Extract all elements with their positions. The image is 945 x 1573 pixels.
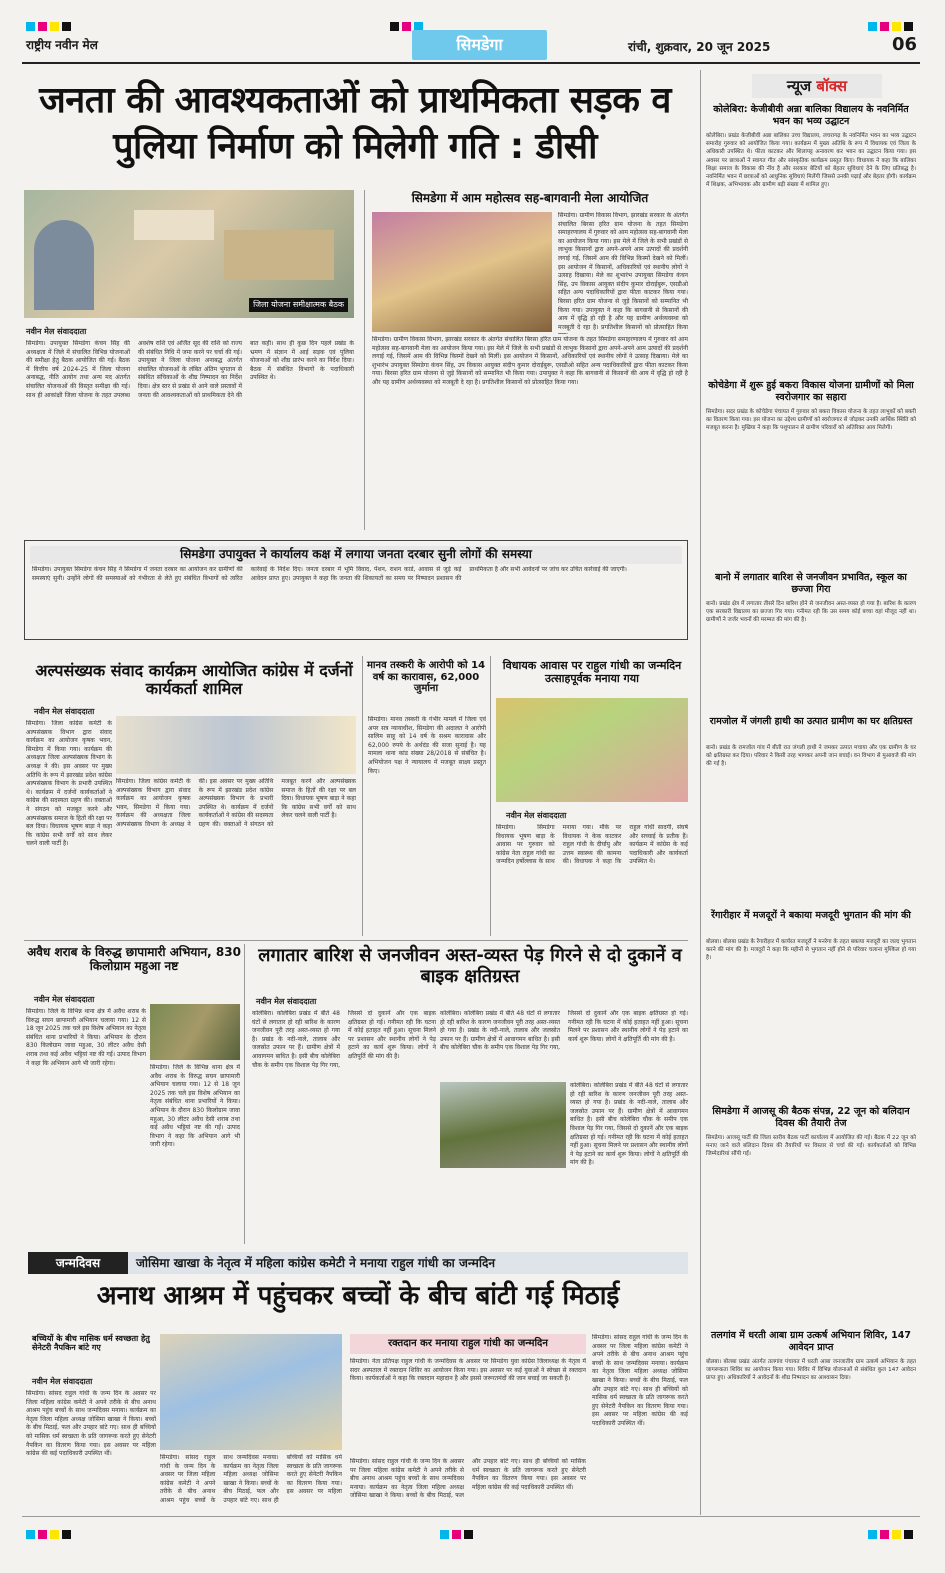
- registration-marks-top: [26, 16, 74, 35]
- side-body-6: सिमडेगा। आजसू पार्टी की जिला स्तरीय बैठक पार्टी कार्यालय में आयोजित की गई। बैठक में 22 जून को मनाए जाने वाले बलिदान दिवस की तैयारियों पर विस्तार से चर्चा की गई। कार्यकर्ताओं को विभिन्न जिम्मेदारियां सौंपी गईं।: [706, 1135, 916, 1158]
- dateline: रांची, शुक्रवार, 20 जून 2025: [628, 40, 771, 54]
- barish-body-a: कोलेबिरा। कोलेबिरा प्रखंड में बीते 48 घंटों से लगातार हो रही बारिश के कारण जनजीवन पूरी तरह अस्त-व्यस्त हो गया है। प्रखंड के नदी-नाले, तालाब और जलस्रोत उफान पर हैं। ग्रामीण क्षेत्रों में आवागमन बाधित है। इसी बीच कोलेबिरा चौक के समीप एक विशाल पेड़ गिर गया, जिससे दो दुकानें और एक बाइक क्षतिग्रस्त हो गई। गनीमत रही कि घटना में कोई हताहत नहीं हुआ। सूचना मिलने पर प्रशासन और स्थानीय लोगों ने पेड़ हटाने का कार्य शुरू किया। लोगों ने क्षतिपूर्ति की मांग की है।: [252, 1010, 436, 1069]
- sharab-byline: नवीन मेल संवाददाता: [34, 995, 95, 1004]
- anath-photo: [160, 1334, 342, 1450]
- news-box-title-b: बॉक्स: [816, 77, 848, 95]
- side-head-1: कोलेबिरा: केजीबीवी अन्ना बालिका विद्यालय के नवनिर्मित भवन का भव्य उद्घाटन: [713, 104, 909, 127]
- anath-sub: बच्चियों के बीच मासिक धर्म स्वच्छता हेतु सेनेटरी नैपकिन बांटे गए: [32, 1334, 150, 1353]
- anath-body-b: सिमडेगा। सांसद राहुल गांधी के जन्म दिन के अवसर पर जिला महिला कांग्रेस कमेटी ने अपने तरीके से बीच अनाथ आश्रम पहुंच बच्चों के साथ जन्मदिवस मनाया। कार्यक्रम का नेतृत्व जिला महिला अध्यक्ष जोसिमा खाखा ने किया। बच्चों के बीच मिठाई, फल और उपहार बांटे गए। साथ ही बच्चियों को मासिक धर्म स्वच्छता के प्रति जागरूक करते हुए सेनेटरी नैपकिन का वितरण किया गया। इस अवसर पर महिला: [160, 1454, 342, 1504]
- darbar-body: सिमडेगा। उपायुक्त सिमडेगा कंचन सिंह ने सिमडेगा में जनता दरबार का आयोजन कर ग्रामीणों की समस्याएं सुनी। उन्होंने लोगों की समस्याओं को गंभीरता से लेते हुए संबंधित विभागों को त्वरित कार्रवाई के निर्देश दिए। जनता दरबार में भूमि विवाद, पेंशन, राशन कार्ड, आवास से जुड़े कई आवेदन प्राप्त हुए। उपायुक्त ने कहा कि जनता की शिकायतों का समय पर निष्पादन प्रशासन की प्राथमिकता है और सभी आवेदनों पर जांच कर उचित कार्रवाई की जाएगी।: [32, 566, 627, 582]
- registration-marks-bottom-right: [868, 1524, 916, 1543]
- alp-photo: [116, 716, 356, 774]
- aam-body-a: सिमडेगा। ग्रामीण विकास विभाग, झारखंड सरकार के अंतर्गत संचालित बिरसा हरित ग्राम योजना के तहत सिमडेगा समाहरणालय में गुरुवार को आम महोत्सव सह-बागवानी मेला का आयोजन किया गया। इस मेले में जिले के सभी प्रखंडों से लाभुक किसानों द्वारा अपने-अपने आम उत्पादों की प्रदर्शनी लगाई गई, जिसमें आम की विभिन्न किस्मों देखने को मिलीं। इस आयोजन में किसानों, अधिकारियों एवं स्थानीय लोगों ने उत्साह दिखाया। मेले का शुभारंभ उपायुक्त सिमडेगा कंचन सिंह, उप विकास आयुक्त संदीप कुमार दोराईबुरू, एसडीओ सहित अन्य पदाधिकारियों द्वारा फीता काटकर किया गया। बिरसा हरित ग्राम योजना से जुड़े किसानों को सम्मानित भी किया गया। उपायुक्त ने कहा कि बागवानी से किसानों की आय में वृद्धि हो रही है और यह ग्रामीण अर्थव्यवस्था को मजबूती दे रहा है। प्रगतिशील किसानों को प्रोत्साहित किया: [558, 212, 688, 331]
- side-body-2: सिमडेगा। सदर प्रखंड के कोचेडेगा पंचायत में गुरुवार को बकरा विकास योजना के तहत लाभुकों को बकरी का वितरण किया गया। इस योजना का उद्देश्य ग्रामीणों को स्वरोजगार से जोड़कर उनकी आर्थिक स्थिति को मजबूत करना है। मुखिया ने कहा कि पशुपालन से ग्रामीण परिवारों को अतिरिक्त आय मिलेगी।: [706, 409, 916, 432]
- manav-title: मानव तस्करी के आरोपी को 14 वर्ष का कारावास, 62,000 जुर्माना: [366, 660, 486, 694]
- paper-name: राष्ट्रीय नवीन मेल: [26, 38, 98, 52]
- side-body-5: बोलबा। बोलबा प्रखंड के रेंगारीहार में कार्यरत मजदूरों ने मनरेगा के तहत बकाया मजदूरी का जल्द भुगतान करने की मांग की है। मजदूरों ने कहा कि महीनों से भुगतान नहीं होने से परिवार चलाना मुश्किल हो गया है।: [706, 939, 916, 962]
- janmdiwas-strip: जोसिमा खाखा के नेतृत्व में महिला कांग्रेस कमेटी ने मनाया राहुल गांधी का जन्मदिन: [128, 1252, 688, 1274]
- alp-body-a: सिमडेगा। जिला कांग्रेस कमेटी के अल्पसंख्यक विभाग द्वारा संवाद कार्यक्रम का आयोजन कृषक भवन, सिमडेगा में किया गया। कार्यक्रम की अध्यक्षता जिला अल्पसंख्यक विभाग के अध्यक्ष ने की। इस अवसर पर मुख्य अतिथि के रूप में झारखंड प्रदेश कांग्रेस अल्पसंख्यक विभाग के प्रभारी उपस्थित थे। कार्यक्रम में दर्जनों कार्यकर्ताओं ने कांग्रेस की सदस्यता ग्रहण की। वक्ताओं ने संगठन को मजबूत करने और अल्पसंख्यक समाज के हितों की रक्षा पर बल दिया। विधायक भूषण बाड़ा ने कहा कि कांग्रेस सभी वर्गों को साथ लेकर चलने वाली पार्टी है।: [26, 720, 112, 848]
- lead-photo-tag: जिला योजना समीक्षात्मक बैठक: [249, 298, 348, 312]
- column-rule: [362, 656, 363, 936]
- sharab-title: अवैध शराब के विरुद्ध छापामारी अभियान, 830 किलोग्राम महुआ नष्ट: [27, 945, 241, 973]
- side-body-7: बोलबा। बोलबा प्रखंड अंतर्गत तलगांव पंचायत में धरती आबा जनजातीय ग्राम उत्कर्ष अभियान के तहत जागरूकता शिविर का आयोजन किया गया। शिविर में विभिन्न योजनाओं से संबंधित कुल 147 आवेदन प्राप्त हुए। अधिकारियों ने आवेदनों के शीघ्र निष्पादन का आश्वासन दिया।: [706, 1359, 916, 1382]
- news-box-title-a: न्यूज: [786, 77, 817, 95]
- vidhayak-byline: नवीन मेल संवाददाता: [506, 811, 567, 820]
- alp-byline: नवीन मेल संवाददाता: [34, 707, 95, 716]
- aam-body-b: सिमडेगा। ग्रामीण विकास विभाग, झारखंड सरकार के अंतर्गत संचालित बिरसा हरित ग्राम योजना के तहत सिमडेगा समाहरणालय में गुरुवार को आम महोत्सव सह-बागवानी मेला का आयोजन किया गया। इस मेले में जिले के सभी प्रखंडों से लाभुक किसानों द्वारा अपने-अपने आम उत्पादों की प्रदर्शनी लगाई गई, जिसमें आम की विभिन्न किस्मों देखने को मिलीं। इस आयोजन में किसानों, अधिकारियों एवं स्थानीय लोगों ने उत्साह दिखाया। मेले का शुभारंभ उपायुक्त सिमडेगा कंचन सिंह, उप विकास आयुक्त संदीप कुमार दोराईबुरू, एसडीओ सहित अन्य पदाधिकारियों द्वारा फीता काटकर किया गया। बिरसा हरित ग्राम योजना से जुड़े किसानों को सम्मानित भी किया गया। उपायुक्त ने कहा कि बागवानी से किसानों की आय में वृद्धि हो रही है और यह ग्रामीण अर्थव्यवस्था को मजबूती दे रहा है। प्रगतिशील किसानों को प्रोत्साहित किया गया।: [372, 336, 688, 386]
- lead-headline: जनता की आवश्यकताओं को प्राथमिकता सड़क व पुलिया निर्माण को मिलेगी गति : डीसी: [39, 80, 671, 167]
- anath-body-d: सिमडेगा। सांसद राहुल गांधी के जन्म दिन के अवसर पर जिला महिला कांग्रेस कमेटी ने अपने तरीके से बीच अनाथ आश्रम पहुंच बच्चों के साथ जन्मदिवस मनाया। कार्यक्रम का नेतृत्व जिला महिला अध्यक्ष जोसिमा खाखा ने किया। बच्चों के बीच मिठाई, फल और उपहार बांटे गए। साथ ही बच्चियों को मासिक धर्म स्वच्छता के प्रति जागरूक करते हुए सेनेटरी नैपकिन का वितरण किया गया। इस अवसर पर महिला कांग्रेस की कई पदाधिकारी उपस्थित थीं।: [592, 1334, 688, 1427]
- side-body-3: बानो। प्रखंड क्षेत्र में लगातार तीसरे दिन बारिश होने से जनजीवन अस्त-व्यस्त हो गया है। बारिश के कारण एक सरकारी विद्यालय का छज्जा गिर गया। गनीमत रही कि उस समय कोई बच्चा वहां मौजूद नहीं था। ग्रामीणों ने जर्जर भवनों की मरम्मत की मांग की है।: [706, 601, 916, 624]
- side-body-4: बानो। प्रखंड के रामजोल गांव में बीती रात जंगली हाथी ने जमकर उत्पात मचाया और एक ग्रामीण के घर को क्षतिग्रस्त कर दिया। परिवार ने किसी तरह भागकर अपनी जान बचाई। वन विभाग से मुआवजे की मांग की गई है।: [706, 745, 916, 768]
- registration-marks-top-right: [868, 16, 916, 35]
- rakt-title: रक्तदान कर मनाया राहुल गांधी का जन्मदिन: [350, 1334, 586, 1354]
- rakt-body: सिमडेगा। नेता प्रतिपक्ष राहुल गांधी के जन्मदिवस के अवसर पर सिमडेगा युवा कांग्रेस जिलाध्यक्ष के नेतृत्व में सदर अस्पताल में रक्तदान शिविर का आयोजन किया गया। इस अवसर पर कई युवाओं ने स्वेच्छा से रक्तदान किया। कार्यकर्ताओं ने कहा कि रक्तदान महादान है और इससे जरूरतमंदों की जान बचाई जा सकती है।: [350, 1358, 586, 1383]
- alp-title: अल्पसंख्यक संवाद कार्यक्रम आयोजित कांग्रेस में दर्जनों कार्यकर्ता शामिल: [35, 661, 353, 699]
- alp-body-b: सिमडेगा। जिला कांग्रेस कमेटी के अल्पसंख्यक विभाग द्वारा संवाद कार्यक्रम का आयोजन कृषक भवन, सिमडेगा में किया गया। कार्यक्रम की अध्यक्षता जिला अल्पसंख्यक विभाग के अध्यक्ष ने की। इस अवसर पर मुख्य अतिथि के रूप में झारखंड प्रदेश कांग्रेस अल्पसंख्यक विभाग के प्रभारी उपस्थित थे। कार्यक्रम में दर्जनों कार्यकर्ताओं ने कांग्रेस की सदस्यता ग्रहण की। वक्ताओं ने संगठन को मजबूत करने और अल्पसंख्यक समाज के हितों की रक्षा पर बल दिया। विधायक भूषण बाड़ा ने कहा कि कांग्रेस सभी वर्गों को साथ लेकर चलने वाली पार्टी है।: [116, 778, 356, 828]
- column-rule: [364, 190, 365, 530]
- barish-body-c: कोलेबिरा। कोलेबिरा प्रखंड में बीते 48 घंटों से लगातार हो रही बारिश के कारण जनजीवन पूरी तरह अस्त-व्यस्त हो गया है। प्रखंड के नदी-नाले, तालाब और जलस्रोत उफान पर हैं। ग्रामीण क्षेत्रों में आवागमन बाधित है। इसी बीच कोलेबिरा चौक के समीप एक विशाल पेड़ गिर गया, जिससे दो दुकानें और एक बाइक क्षतिग्रस्त हो गई। गनीमत रही कि घटना में कोई हताहत नहीं हुआ। सूचना मिलने पर प्रशासन और स्थानीय लोगों ने पेड़ हटाने का कार्य शुरू किया। लोगों ने क्षतिपूर्ति की मांग की है।: [570, 1082, 688, 1167]
- photo-wall: [134, 210, 214, 240]
- anath-title: अनाथ आश्रम में पहुंचकर बच्चों के बीच बांटी गई मिठाई: [96, 1281, 620, 1311]
- photo-figure: [34, 220, 94, 310]
- bottom-rule: [22, 1516, 920, 1517]
- manav-body: सिमडेगा। मानव तस्करी के गंभीर मामले में जिला एवं अपर सत्र न्यायाधीश, सिमडेगा की अदालत ने आरोपी सालिम साहू को 14 वर्ष के सश्रम कारावास और 62,000 रुपये के अर्थदंड की सजा सुनाई है। यह मामला थाना कांड संख्या 28/2018 से संबंधित है। अभियोजन पक्ष ने न्यायालय में मजबूत साक्ष्य प्रस्तुत किए।: [368, 716, 486, 775]
- side-head-3: बानो में लगातार बारिश से जनजीवन प्रभावित, स्कूल का छज्जा गिरा: [715, 572, 907, 595]
- row-rule: [24, 940, 688, 941]
- side-head-4: रामजोल में जंगली हाथी का उत्पात ग्रामीण का घर क्षतिग्रस्त: [709, 716, 913, 727]
- vidhayak-body: सिमडेगा। सिमडेगा विधायक भूषण बाड़ा के आवास पर गुरुवार को कांग्रेस नेता राहुल गांधी का जन्मदिन हर्षोल्लास के साथ मनाया गया। मौके पर विधायक ने केक काटकर राहुल गांधी के दीर्घायु और उत्तम स्वास्थ्य की कामना की। विधायक ने कहा कि राहुल गांधी सादगी, संघर्ष और सच्चाई के प्रतीक हैं। कार्यक्रम में कांग्रेस के कई पदाधिकारी और कार्यकर्ता उपस्थित थे।: [496, 824, 688, 866]
- photo-table: [224, 230, 334, 280]
- news-box-title: [752, 74, 882, 98]
- anath-body-a: सिमडेगा। सांसद राहुल गांधी के जन्म दिन के अवसर पर जिला महिला कांग्रेस कमेटी ने अपने तरीके से बीच अनाथ आश्रम पहुंच बच्चों के साथ जन्मदिवस मनाया। कार्यक्रम का नेतृत्व जिला महिला अध्यक्ष जोसिमा खाखा ने किया। बच्चों के बीच मिठाई, फल और उपहार बांटे गए। साथ ही बच्चियों को मासिक धर्म स्वच्छता के प्रति जागरूक करते हुए सेनेटरी नैपकिन का वितरण किया गया। इस अवसर पर महिला कांग्रेस की कई पदाधिकारी उपस्थित थीं।: [26, 1390, 156, 1458]
- registration-marks-bottom-left: [26, 1524, 74, 1543]
- side-head-2: कोचेडेगा में शुरू हुई बकरा विकास योजना ग्रामीणों को मिला स्वरोजगार का सहारा: [708, 380, 914, 403]
- sharab-body-b: सिमडेगा। जिले के विभिन्न थाना क्षेत्र में अवैध शराब के विरुद्ध सघन छापामारी अभियान चलाया गया। 12 से 18 जून 2025 तक चले इस विशेष अभियान का नेतृत्व संबंधित थाना प्रभारियों ने किया। अभियान के दौरान 830 किलोग्राम जावा महुआ, 30 लीटर अवैध देसी शराब तथा कई अवैध भट्ठियां नष्ट की गईं। उत्पाद विभाग ने कहा कि अभियान आगे भी जारी रहेगा।: [150, 1064, 240, 1149]
- darbar-title: सिमडेगा उपायुक्त ने कार्यालय कक्ष में लगाया जनता दरबार सुनी लोगों की समस्या: [30, 546, 682, 564]
- barish-title: लगातार बारिश से जनजीवन अस्त-व्यस्त पेड़ गिरने से दो दुकानें व बाइक क्षतिग्रस्त: [258, 945, 682, 987]
- anath-body-c: सिमडेगा। सांसद राहुल गांधी के जन्म दिन के अवसर पर जिला महिला कांग्रेस कमेटी ने अपने तरीके से बीच अनाथ आश्रम पहुंच बच्चों के साथ जन्मदिवस मनाया। कार्यक्रम का नेतृत्व जिला महिला अध्यक्ष जोसिमा खाखा ने किया। बच्चों के बीच मिठाई, फल और उपहार बांटे गए। साथ ही बच्चियों को मासिक धर्म स्वच्छता के प्रति जागरूक करते हुए सेनेटरी नैपकिन का वितरण किया गया। इस अवसर पर महिला कांग्रेस की कई पदाधिकारी उपस्थित थीं।: [350, 1458, 586, 1500]
- aam-photo: [372, 212, 552, 332]
- side-head-7: तलगांव में धरती आबा ग्राम उत्कर्ष अभियान शिविर, 147 आवेदन प्राप्त: [711, 1330, 911, 1353]
- masthead-rule: [22, 62, 920, 64]
- sharab-body-a: सिमडेगा। जिले के विभिन्न थाना क्षेत्र में अवैध शराब के विरुद्ध सघन छापामारी अभियान चलाया गया। 12 से 18 जून 2025 तक चले इस विशेष अभियान का नेतृत्व संबंधित थाना प्रभारियों ने किया। अभियान के दौरान 830 किलोग्राम जावा महुआ, 30 लीटर अवैध देसी शराब तथा कई अवैध भट्ठियां नष्ट की गईं। उत्पाद विभाग ने कहा कि अभियान आगे भी जारी रहेगा।: [26, 1008, 146, 1067]
- lead-byline: नवीन मेल संवाददाता: [26, 327, 87, 336]
- aam-title: सिमडेगा में आम महोत्सव सह-बागवानी मेला आयोजित: [411, 191, 649, 205]
- anath-byline: नवीन मेल संवाददाता: [32, 1377, 93, 1386]
- vidhayak-title: विधायक आवास पर राहुल गांधी का जन्मदिन उत्साहपूर्वक मनाया गया: [502, 659, 682, 685]
- registration-marks-bottom-center: [440, 1524, 476, 1543]
- barish-photo: [440, 1082, 566, 1168]
- sharab-photo: [150, 1004, 240, 1060]
- side-body-1: कोलेबिरा। प्रखंड केजीबीवी अन्ना बालिका उच्च विद्यालय, लचरागढ़ के नवनिर्मित भवन का भव्य उद्घाटन समारोह गुरुवार को आयोजित किया गया। कार्यक्रम में मुख्य अतिथि के रूप में विधायक एवं जिला के अधिकारी उपस्थित थे। फीता काटकर और शिलापट्ट अनावरण कर भवन का उद्घाटन किया गया। इस अवसर पर छात्राओं ने स्वागत गीत और सांस्कृतिक कार्यक्रम प्रस्तुत किए। विधायक ने कहा कि बालिका शिक्षा समाज के विकास की नींव है और सरकार बेटियों को बेहतर सुविधाएं देने के लिए प्रतिबद्ध है। नवनिर्मित भवन में छात्राओं को आधुनिक सुविधाएं मिलेंगी जिससे उनकी पढ़ाई और बेहतर होगी। कार्यक्रम में शिक्षक, अभिभावक और ग्रामीण बड़ी संख्या में शामिल हुए।: [706, 133, 916, 189]
- column-rule: [490, 656, 491, 936]
- side-head-5: रेंगारीहार में मजदूरों ने बकाया मजदूरी भुगतान की मांग की: [711, 910, 911, 921]
- janmdiwas-label: जन्मदिवस: [28, 1252, 128, 1274]
- section-tab: सिमडेगा: [412, 30, 547, 60]
- lead-body: सिमडेगा। उपायुक्त सिमडेगा कंचन सिंह की अध्यक्षता में जिले में संचालित विभिन्न योजनाओं की समीक्षा हेतु बैठक आयोजित की गई। बैठक में वित्तीय वर्ष 2024-25 में जिला योजना अनाबद्ध, नीति आयोग तथा अन्य मद अंतर्गत संचालित योजनाओं की विस्तृत समीक्षा की गई। साथ ही आकांक्षी जिला योजना के तहत उपलब्ध अवशेष राशि एवं अर्जित सूद की राशि को राज्य की संबंधित निधि में जमा करने पर चर्चा की गई। उपायुक्त ने जिला योजना अनाबद्ध अंतर्गत संचालित योजनाओं के लंबित अंतिम भुगतान से संबंधित संचिकाओं के शीघ्र निष्पादन का निर्देश दिया। क्षेत्र स्तर से प्रखंड से आने वाले प्रस्तावों में जनता की आवश्यकताओं को प्राथमिकता देने की बात कही। साथ ही कुछ दिन पहले प्रखंड के भ्रमण में संज्ञान में आई सड़क एवं पुलिया योजनाओं को शीघ्र प्रारंभ करने का निर्देश दिया। बैठक में संबंधित विभागों के पदाधिकारी उपस्थित थे।: [26, 340, 354, 399]
- side-head-6: सिमडेगा में आजसू की बैठक संपन्न, 22 जून को बलिदान दिवस की तैयारी तेज: [712, 1106, 910, 1129]
- vidhayak-photo: [496, 698, 688, 802]
- column-rule: [244, 944, 245, 1244]
- page-number: 06: [892, 34, 918, 55]
- barish-byline: नवीन मेल संवाददाता: [256, 997, 317, 1006]
- lead-photo: [24, 190, 354, 318]
- barish-body-b: कोलेबिरा। कोलेबिरा प्रखंड में बीते 48 घंटों से लगातार हो रही बारिश के कारण जनजीवन पूरी तरह अस्त-व्यस्त हो गया है। प्रखंड के नदी-नाले, तालाब और जलस्रोत उफान पर हैं। ग्रामीण क्षेत्रों में आवागमन बाधित है। इसी बीच कोलेबिरा चौक के समीप एक विशाल पेड़ गिर गया, जिससे दो दुकानें और एक बाइक क्षतिग्रस्त हो गई। गनीमत रही कि घटना में कोई हताहत नहीं हुआ। सूचना मिलने पर प्रशासन और स्थानीय लोगों ने पेड़ हटाने का कार्य शुरू किया। लोगों ने क्षतिपूर्ति की मांग की है।: [440, 1010, 688, 1052]
